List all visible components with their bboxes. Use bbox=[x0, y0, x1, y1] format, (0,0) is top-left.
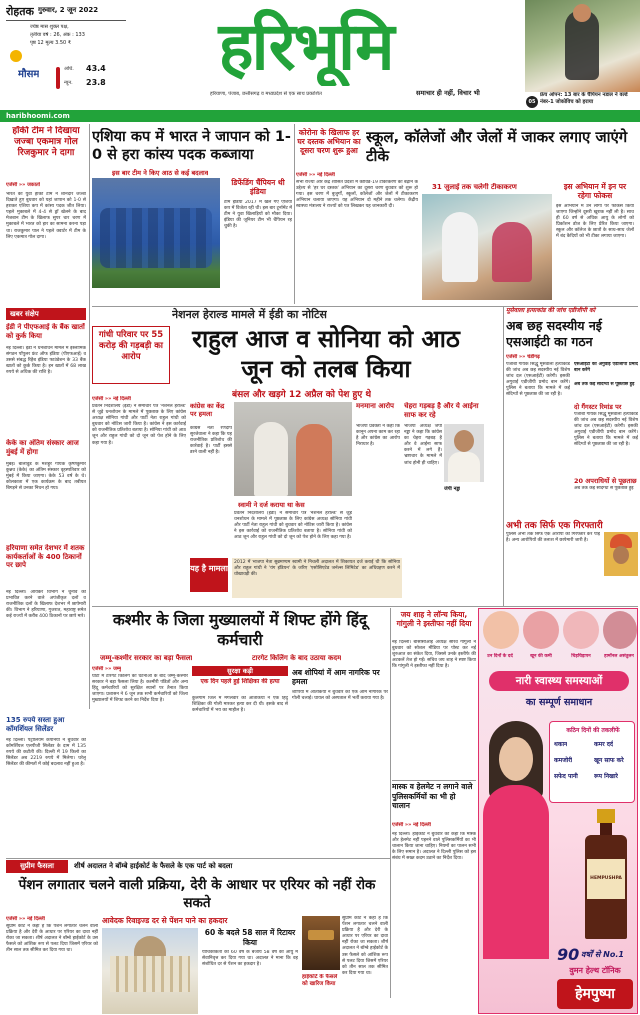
defending-champ-body: टीम इंडिया 2017 में खेले गए एशिया कप में विजेता रही थी। इस बार टूर्नामेंट में टीम ने युवा खिलाड़ियों को मौका दिया। इंडिया की जूनियर टीम भी चैंपियन रह चुकी है। bbox=[224, 200, 292, 230]
retire-box-body: याचिकाकर्ता को 60 वर्ष के बजाय 58 वर्ष की आयु में सेवानिवृत्त कर दिया गया था। अदालत ने माना कि वह संशोधित दर से पेंशन का हकदार है। bbox=[202, 950, 298, 968]
bjp-reply-headline[interactable]: मनमाना आरोप bbox=[356, 402, 395, 410]
hockey-byline: एजेंसी »» जकार्ता bbox=[6, 182, 41, 188]
nurse-figure bbox=[442, 212, 478, 282]
covid-focus-headline[interactable]: इस अभियान में इन पर रहेगा फोकस bbox=[563, 182, 627, 200]
covid-story bbox=[296, 124, 636, 304]
ad-brand: हेमपुष्पा bbox=[575, 986, 615, 1002]
arrest-body: पुलिस अभी तक सिर्फ एक आरोपी को गिरफ्तार कर पाई है। अन्य आरोपियों की तलाश में छापेमारी जारी है। bbox=[506, 532, 600, 544]
kashmir-sub-1: जम्मू-कश्मीर सरकार का बड़ा फैसला bbox=[100, 654, 193, 662]
section-rule-2 bbox=[92, 606, 638, 607]
gandhi-family-box: गांधी परिवार पर 55 करोड़ की गड़बड़ी का आरोप bbox=[92, 326, 170, 384]
col-divider-4 bbox=[390, 608, 391, 998]
security-label: सुरक्षा कड़ी bbox=[192, 666, 288, 676]
covid-photo-caption: 31 जुलाई तक चलेगी टीकाकरण bbox=[432, 183, 517, 191]
teaser-page-badge: 05 bbox=[526, 96, 538, 108]
moosewala-bullet-2: अब तक कई संदिग्धों से पूछताछ हुई bbox=[574, 382, 635, 387]
hockey-body: भारत की युवा हॉकी टीम ने शानदार जज्बा दिखाते हुए बुधवार को यहां जापान को 1-0 से हराकर एशिया कप में कांस्य पदक जीत लिया। पहले मुकाबले में 4-4 से ड्रॉ खेलने के बाद मेजबान टीम के खिलाफ सुपर चार चरण में मुकाबले में भारत को हार का सामना करना पड़ा था। राजकुमार पाल ने पहले क्वार्टर में टीम के लिए एकमात्र गोल दागा। bbox=[6, 192, 86, 240]
ad-headline: नारी स्वास्थ्य समस्याओं bbox=[515, 675, 603, 687]
ad-chip-row bbox=[479, 611, 638, 671]
sun-icon bbox=[10, 50, 22, 62]
supreme-court-story bbox=[6, 858, 388, 1014]
it-raid-headline[interactable]: हरियाणा समेत देशभर में शतक कार्यकर्ताओं के 400 ठिकानों पर छापे bbox=[6, 544, 85, 569]
ad-bottle-neck bbox=[600, 823, 612, 835]
ad-chip-4: हार्मोनल असंतुलन bbox=[604, 654, 634, 659]
website-url[interactable]: haribhoomi.com bbox=[0, 110, 640, 122]
weather-label: मौसम bbox=[18, 69, 40, 80]
covid-headline[interactable]: स्कूल, कॉलेजों और जेलों में जाकर लगाए जाएंगे टीके bbox=[366, 128, 628, 165]
ad-subline: का सम्पूर्ण समाधान bbox=[525, 697, 593, 708]
herald-body: प्रवर्तन निदेशालय (ईडी) ने समाचार पत्र 'नेशनल हेराल्ड' से जुड़े धनशोधन के मामले में पूछताछ के लिए कांग्रेस अध्यक्ष सोनिया गांधी और पार्टी नेता राहुल गांधी को बुधवार को नोटिस जारी किया है। कांग्रेस ने इस कार्रवाई को राजनीतिक प्रतिशोध बताया है। सोनिया गांधी को आठ जून और राहुल गांधी को दो जून को पेश होने के लिए कहा गया है। bbox=[92, 404, 186, 446]
covid-focus-body: इस अभियान में उन लोगों पर फोकस किया जाएगा जिन्होंने दूसरी खुराक नहीं ली है। साथ ही 60 वर्ष से अधिक आयु के लोगों को प्रिकॉशन डोज के लिए प्रेरित किया जाएगा। स्कूल और कॉलेज के छात्रों के साथ-साथ जेलों में बंद कैदियों को भी टीका लगाया जाएगा। bbox=[556, 204, 634, 240]
ad-bottle bbox=[583, 809, 629, 939]
gavel-caption: हाईकोर्ट के फैसले को खारिज किया bbox=[302, 974, 338, 987]
ad-bottle-label: HEMPUSHPA bbox=[587, 859, 625, 899]
herald-photo-caption: स्वामी ने दर्ज कराया था केस bbox=[238, 501, 305, 509]
ad-woman-face bbox=[499, 737, 533, 781]
cricket-body: नई दिल्ली। बीसीसीआई अध्यक्ष सौरव गांगुली ने बुधवार को सोशल मीडिया पर पोस्ट कर नई शुरुआत का संकेत दिया, जिससे उनके इस्तीफे की अटकलें तेज हो गईं। सचिव जय शाह ने स्पष्ट किया कि गांगुली ने इस्तीफा नहीं दिया है। bbox=[392, 640, 476, 670]
ad-headline-banner bbox=[489, 671, 629, 691]
max-temp-label: अधि. bbox=[64, 66, 74, 72]
covid-body: सभी राज्यों और केंद्र शासित प्रदेशों में कोविड-19 टीकाकरण को बढ़ाने के उद्देश्य से 'हर घर दस्तक' अभियान का दूसरा चरण बुधवार को शुरू हो गया। इस चरण में बुजुर्गों, स्कूलों, कॉलेजों और जेलों में टीकाकरण अभियान चलाया जाएगा। यह अभियान दो महीने तक चलेगा। केंद्रीय स्वास्थ्य मंत्रालय ने राज्यों को पत्र लिखकर यह जानकारी दी। bbox=[296, 180, 418, 210]
mask-body: नई दिल्ली। हाईकोर्ट ने बुधवार को कहा कि मास्क और हेलमेट नहीं पहनने वाले पुलिसकर्मियों का भी चालान किया जाना चाहिए। नियमों का पालन सभी के लिए समान है। अदालत ने दिल्ली पुलिस को इस संबंध में सख्त कदम उठाने का निर्देश दिया। bbox=[392, 832, 476, 862]
ad-bottle-cap bbox=[597, 809, 615, 823]
ad-list-item-4: खून साफ करे bbox=[594, 757, 624, 764]
hockey-team-photo[interactable] bbox=[92, 178, 220, 288]
news-brief-label: खबर संक्षेप bbox=[6, 308, 86, 320]
ad-chip-1: उन दिनों के दर्द bbox=[487, 654, 513, 659]
masthead bbox=[0, 0, 640, 122]
kashmir-headline[interactable]: कश्मीर के जिला मुख्यालयों में शिफ्ट होंगे हिंदू कर्मचारी bbox=[112, 611, 368, 649]
ed-pfi-body: नई दिल्ली। ईडी ने धनशोधन मामले में इस्लामिक संगठन पॉपुलर फ्रंट ऑफ इंडिया (पीएफआई) व उससे संबद्ध रिहैब इंडिया फाउंडेशन के 33 बैंक खातों को कुर्क किया है। इन खातों में 68 लाख रुपये से अधिक की राशि है। bbox=[6, 346, 86, 376]
dome-shape bbox=[134, 936, 166, 956]
ad-years-big: 90 bbox=[557, 945, 580, 964]
ed-pfi-headline[interactable]: ईडी ने पीएफआई के बैंक खातों को कुर्क किया bbox=[6, 323, 85, 340]
lpg-body: नई दिल्ली। पेट्रोलियम कंपनियों ने बुधवार को कॉमर्शियल एलपीजी सिलेंडर के दाम में 135 रुपये की कटौती की। दिल्ली में 19 किलो का सिलेंडर अब 2219 रुपये में मिलेगा। घरेलू सिलेंडर की कीमतों में कोई बदलाव नहीं हुआ है। bbox=[6, 738, 86, 768]
gavel-head bbox=[308, 930, 334, 940]
brand-logo: हरिभूमि bbox=[218, 7, 393, 85]
ad-chip-img-4 bbox=[603, 611, 637, 649]
mask-headline[interactable]: मास्क व हेलमेट न लगाने वाले पुलिसकर्मियों का भी हो चालान bbox=[392, 782, 473, 810]
col-divider-1 bbox=[89, 124, 90, 709]
shopian-body: शोपियां में आतंकियों ने बुधवार को एक आम नागरिक पर गोली चलाई। घायल को अस्पताल में भर्ती कराया गया है। bbox=[292, 690, 388, 702]
gavel-photo[interactable] bbox=[302, 916, 340, 970]
ad-chip-2: खून की कमी bbox=[530, 654, 552, 659]
ad-chip-img-2 bbox=[523, 611, 559, 649]
vaccination-photo[interactable] bbox=[422, 194, 552, 300]
supreme-court-photo[interactable] bbox=[102, 928, 198, 1014]
nadda-caption: जेपी नड्डा bbox=[444, 486, 461, 492]
ad-list-box bbox=[549, 721, 635, 803]
kashmir-sub-2: टारगेट किलिंग के बाद उठाया कदम bbox=[252, 654, 342, 662]
congress-attack-headline[interactable]: कांग्रेस का केंद्र पर हमला bbox=[190, 402, 225, 418]
asia-cup-photo-caption: इस बार टीम ने किए आठ से कई बदलाव bbox=[112, 169, 209, 177]
case-box-body: 2012 में भाजपा नेता सुब्रमण्यम स्वामी ने निचली अदालत में शिकायत दर्ज कराई थी कि सोनिया और राहुल गांधी ने 'यंग इंडियन' के जरिए 'एसोसिएटेड जर्नल्स लिमिटेड' का अधिग्रहण करने में धोखाधड़ी की। bbox=[232, 558, 402, 598]
logo-subline: हरियाणा, पंजाब, छत्तीसगढ़ व मध्यप्रदेश से एक साथ प्रकाशित bbox=[210, 91, 322, 97]
supreme-kicker: शीर्ष अदालत ने बॉम्बे हाईकोर्ट के फैसले के एक पार्ट को बदला bbox=[74, 862, 233, 870]
weather-box bbox=[6, 50, 126, 108]
supreme-byline: एजेंसी »» नई दिल्ली bbox=[6, 916, 45, 922]
edition-city: रोहतक bbox=[6, 5, 34, 18]
nadda-headline[interactable]: चेहरा गड़बड़ है और ये आईना साफ कर रहे bbox=[404, 402, 479, 419]
asia-cup-story bbox=[92, 124, 292, 304]
col-divider-2 bbox=[294, 124, 295, 304]
ad-list-title: कठिन दिनों की तकलीफें bbox=[566, 727, 620, 734]
moosewala-kicker: मूसेवाला हत्याकांड की जांच एडीजीपी को bbox=[506, 307, 596, 314]
ad-years-text: वर्षों से No.1 bbox=[581, 950, 624, 959]
defending-champ-headline[interactable]: डिफेंडिंग चैंपियन थी इंडिया bbox=[231, 178, 285, 196]
case-box-label: यह है मामला bbox=[190, 558, 228, 592]
kashmir-body: घाटी में टारगेट किलिंग की घटनाओं के बाद जम्मू-कश्मीर सरकार ने बड़ा फैसला लिया है। कश्मीरी पंडितों और अन्य हिंदू कर्मचारियों को सुरक्षित स्थानों पर तैनात किया जाएगा। प्रशासन ने 6 जून तक सभी कर्मचारियों को जिला मुख्यालयों में शिफ्ट करने का निर्देश दिया है। bbox=[92, 674, 188, 704]
hempushpa-ad[interactable] bbox=[478, 608, 638, 1014]
ad-chip-img-3 bbox=[563, 611, 599, 649]
moosewala-story bbox=[506, 306, 638, 606]
hockey-headline[interactable]: हॉकी टीम ने दिखाया जज्बा एकमात्र गोल रिजकुमार ने दागा bbox=[12, 126, 80, 158]
security-body: कुलगाम जिले में मंगलवार को आतंकियों ने एक हिंदू शिक्षिका की गोली मारकर हत्या कर दी थी। इसके बाद से कर्मचारियों में भय का माहौल है। bbox=[192, 696, 288, 714]
date-divider bbox=[6, 20, 126, 21]
moosewala-headline[interactable]: अब छह सदस्यीय नई एसआईटी का गठन bbox=[506, 318, 602, 349]
arrest-headline[interactable]: अभी तक सिर्फ एक गिरफ्तारी bbox=[506, 521, 603, 531]
nadda-photo[interactable] bbox=[444, 424, 484, 482]
covid-side-headline[interactable]: कोरोना के खिलाफ हर घर दस्तक अभियान का दूसरा चरण शुरू हुआ bbox=[297, 128, 361, 155]
teaser-photo[interactable] bbox=[525, 0, 640, 92]
thermometer-icon bbox=[56, 67, 60, 89]
bjp-reply-body: भाजपा प्रवक्ता ने कहा कि कानून अपना काम कर रहा है और कांग्रेस का आरोप निराधार है। bbox=[356, 424, 400, 448]
tagline: समाचार ही नहीं, विचार भी bbox=[416, 89, 480, 97]
asia-cup-headline[interactable]: एशिया कप में भारत ने जापान को 1-0 से हरा कांस्य पदक कब्जाया bbox=[92, 129, 291, 163]
teaser-text[interactable]: फ्रेंच ओपन: 13 बार के चैंपियन नडाल ने वर्ल्ड नंबर-1 जोकोविच को हराया bbox=[540, 92, 628, 105]
ad-list-item-3: कमजोरी bbox=[554, 757, 573, 764]
min-temp: 23.8 bbox=[86, 78, 106, 87]
ad-list-item-5: सफेद पानी bbox=[554, 773, 578, 780]
ad-list-item-6: रूप निखारे bbox=[594, 773, 618, 780]
security-headline[interactable]: एक दिन पहले हुई शिक्षिका की हत्या bbox=[200, 678, 280, 685]
section-rule-3 bbox=[392, 780, 476, 781]
congress-attack-body: कांग्रेस नेता रणदीप सुरजेवाला ने कहा कि यह राजनीतिक प्रतिशोध की कार्रवाई है। पार्टी इससे डरने वाली नहीं है। bbox=[190, 426, 232, 456]
herald-banner[interactable]: नेशनल हेराल्ड मामले में ईडी का नोटिस bbox=[172, 308, 327, 321]
max-temp: 43.4 bbox=[86, 64, 106, 73]
cricket-headline[interactable]: जय शाह ने लॉन्च किया, गांगुली ने इस्तीफा नहीं दिया bbox=[396, 610, 472, 628]
gangster-remand-body: पंजाबी गायक सिद्धू मूसेवाला हत्याकांड की जांच अब छह सदस्यीय नई विशेष जांच दल (एसआईटी) करेगी। इसकी अगुवाई एडीजीपी प्रमोद बान करेंगे। पुलिस ने बताया कि मामले में कई संदिग्धों से पूछताछ की जा रही है। bbox=[574, 412, 638, 448]
cricket-story bbox=[392, 608, 476, 778]
ad-list-item-1: थकान bbox=[554, 741, 568, 748]
supreme-label: सुप्रीम फैसला bbox=[6, 860, 68, 873]
kashmir-byline: एजेंसी »» जम्मू bbox=[92, 666, 122, 672]
mask-story bbox=[392, 782, 476, 1012]
player-silhouettes bbox=[100, 208, 212, 268]
herald-headline[interactable]: राहुल आज व सोनिया को आठ जून को तलब किया bbox=[192, 325, 460, 383]
nadda-body: भाजपा अध्यक्ष जेपी नड्डा ने कहा कि कांग्रेस का चेहरा गड़बड़ है और वे आईना साफ करने में लगे हैं। भ्रष्टाचार के मामले में जांच होनी ही चाहिए। bbox=[404, 424, 442, 466]
kashmir-story bbox=[92, 608, 388, 856]
retire-box-headline[interactable]: 60 के बदले 58 साल में रिटायर किया bbox=[204, 928, 296, 947]
rahul-figure bbox=[254, 422, 288, 496]
moosewala-byline: एजेंसी »» चंडीगढ़ bbox=[506, 354, 540, 360]
edition-meta-3: पृष्ठ 12 मूल्य 3.50 ₹ bbox=[30, 40, 71, 46]
min-temp-label: न्यून. bbox=[64, 80, 73, 86]
nadda-head bbox=[454, 430, 474, 452]
gavel-side-body: सुप्रीम कोर्ट ने कहा है कि पेंशन लगातार चलने वाली प्रक्रिया है और देरी के आधार पर एरियर का दावा नहीं रोका जा सकता। शीर्ष अदालत ने बॉम्बे हाईकोर्ट के उस फैसले को आंशिक रूप से पलट दिया जिसमें एरियर को तीन साल तक सीमित कर दिया गया था। bbox=[342, 916, 388, 976]
kk-headline[interactable]: केके का अंतिम संस्कार आज मुंबई में होगा bbox=[6, 439, 79, 456]
moosewala-photo[interactable] bbox=[604, 532, 638, 576]
ad-list-item-2: कमर दर्द bbox=[594, 741, 614, 748]
supreme-body: सुप्रीम कोर्ट ने कहा है कि पेंशन लगातार चलने वाली प्रक्रिया है और देरी के आधार पर एरियर का दावा नहीं रोका जा सकता। शीर्ष अदालत ने बॉम्बे हाईकोर्ट के उस फैसले को आंशिक रूप से पलट दिया जिसमें एरियर को तीन साल तक सीमित कर दिया गया था। bbox=[6, 924, 98, 954]
kk-body: मुंबई। बॉलीवुड के मशहूर गायक कृष्णकुमार कुन्नथ (केके) का अंतिम संस्कार वृहस्पतिवार को मुंबई में किया जाएगा। केके 53 वर्ष के थे। कोलकाता में एक कार्यक्रम के बाद तबीयत बिगड़ने से उनका निधन हो गया। bbox=[6, 462, 86, 492]
mask-byline: एजेंसी »» नई दिल्ली bbox=[392, 822, 431, 828]
ad-woman-dress bbox=[483, 785, 549, 959]
covid-byline: एजेंसी »» नई दिल्ली bbox=[296, 172, 335, 178]
sonia-figure bbox=[296, 424, 332, 496]
ad-woman bbox=[479, 721, 553, 959]
herald-byline: एजेंसी »» नई दिल्ली bbox=[92, 396, 131, 402]
edition-meta-2: तृतीया वर्ष : 26, अंक : 133 bbox=[30, 32, 85, 38]
edition-date: गुरुवार, 2 जून 2022 bbox=[38, 6, 99, 14]
herald-subhead: बंसल और खड़गे 12 अप्रैल को पेश हुए थे bbox=[232, 390, 372, 400]
herald-more-body: प्रवर्तन निदेशालय (ईडी) ने समाचार पत्र 'नेशनल हेराल्ड' से जुड़े धनशोधन के मामले में पूछताछ के लिए कांग्रेस अध्यक्ष सोनिया गांधी और पार्टी नेता राहुल गांधी को बुधवार को नोटिस जारी किया है। कांग्रेस ने इस कार्रवाई को राजनीतिक प्रतिशोध बताया है। सोनिया गांधी को आठ जून और राहुल गांधी को दो जून को पेश होने के लिए कहा गया है। bbox=[234, 511, 352, 541]
supreme-headline[interactable]: पेंशन लगातार चलने वाली प्रक्रिया, देरी के आधार पर एरियर को नहीं रोक सकते bbox=[18, 877, 376, 911]
it-raid-body: नई दिल्ली। आयकर विभाग ने चुनाव को प्रभावित करने वाले अपंजीकृत दलों व राजनीतिक दलों के खिलाफ देशभर में छापेमारी की। विभाग ने हरियाणा, गुजरात, महाराष्ट्र समेत कई राज्यों में करीब 400 ठिकानों पर छापे मारे। bbox=[6, 590, 86, 620]
moosewala-body: पंजाबी गायक सिद्धू मूसेवाला हत्याकांड की जांच अब छह सदस्यीय नई विशेष जांच दल (एसआईटी) करेगी। इसकी अगुवाई एडीजीपी प्रमोद बान करेंगे। पुलिस ने बताया कि मामले में कई संदिग्धों से पूछताछ की जा रही है। bbox=[506, 362, 570, 398]
supreme-subhead: आवेदक रिवाइज्ड दर से पेंशन पाने का हकदार bbox=[102, 916, 228, 925]
player-head bbox=[573, 4, 591, 22]
moosewala-bullet-1: एसआईटी की अगुवाई एडीजीपी प्रमोद बान करेंगे bbox=[574, 362, 638, 374]
face-shape bbox=[613, 546, 629, 564]
ad-brand-banner bbox=[557, 979, 633, 1009]
criminals-questioned-head: 20 अपराधियों से पूछताछ bbox=[574, 477, 637, 485]
herald-story bbox=[92, 306, 532, 606]
patient-figure bbox=[492, 222, 532, 282]
edition-meta-1: ज्येष्ठ मास शुक्ल पक्ष, bbox=[30, 24, 69, 30]
nadda-body-shape bbox=[448, 452, 480, 482]
building-shape bbox=[110, 956, 190, 992]
criminals-questioned-body: अब तक कई संदिग्धों से पूछताछ हुई bbox=[574, 486, 634, 491]
shopian-headline[interactable]: अब शोपियां में आम नागरिक पर हमला bbox=[292, 668, 380, 686]
gangster-remand-head: दो गैंगस्टर रिमांड पर bbox=[574, 403, 622, 411]
sonia-rahul-photo[interactable] bbox=[234, 402, 352, 496]
ad-tonic: वुमन हेल्थ टॉनिक bbox=[569, 966, 621, 975]
ad-chip-3: चिड़चिड़ापन bbox=[571, 654, 591, 659]
lpg-headline[interactable]: 135 रुपये सस्ता हुआ कॉमर्शियल सिलेंडर bbox=[6, 716, 65, 733]
col-divider-3 bbox=[503, 306, 504, 606]
ad-chip-img-1 bbox=[483, 611, 519, 649]
